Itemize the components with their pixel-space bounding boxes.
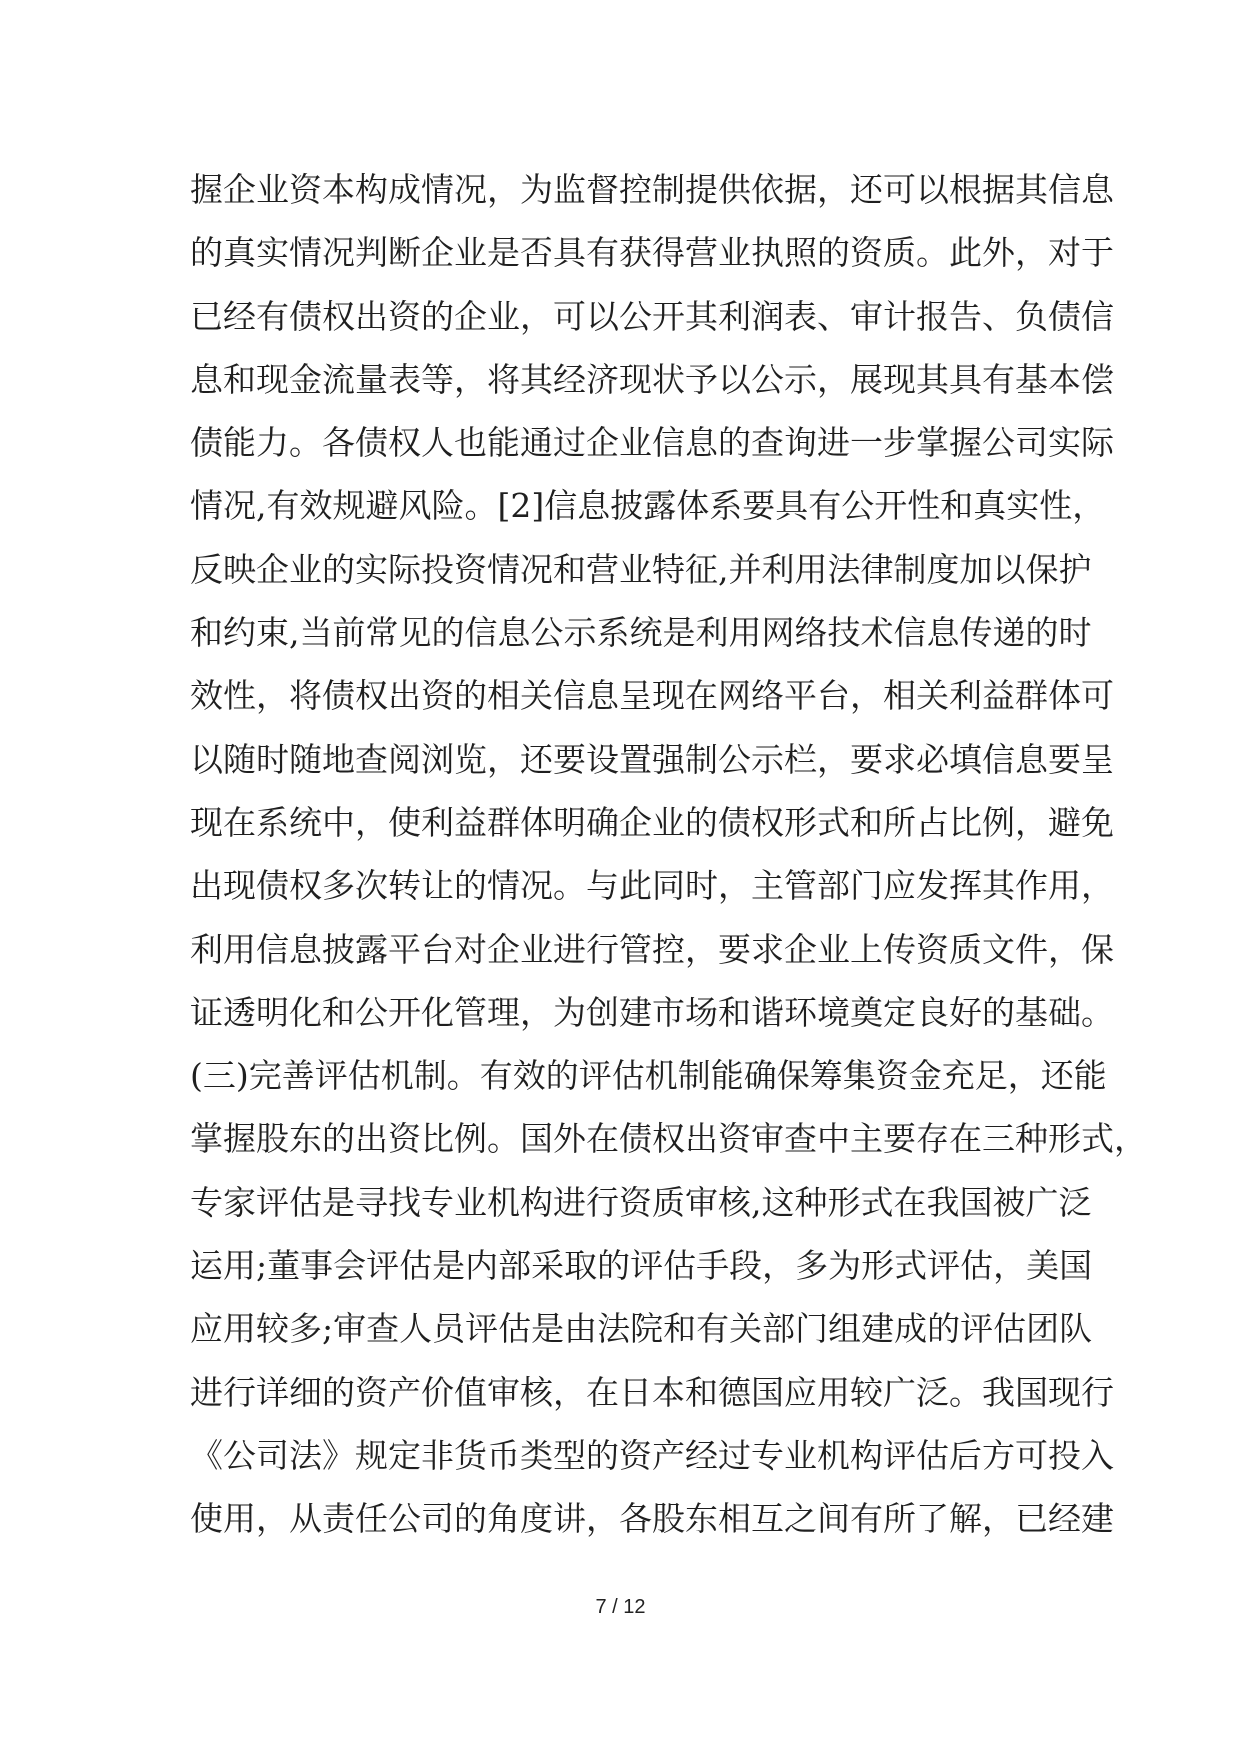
text-line: 出现债权多次转让的情况。与此同时，主管部门应发挥其作用， — [190, 866, 1114, 906]
text-line: 反映企业的实际投资情况和营业特征,并利用法律制度加以保护 — [190, 549, 1092, 589]
text-line: 专家评估是寻找专业机构进行资质审核,这种形式在我国被广泛 — [190, 1182, 1092, 1222]
text-line: 利用信息披露平台对企业进行管控，要求企业上传资质文件，保 — [190, 929, 1114, 969]
text-line: 息和现金流量表等，将其经济现状予以公示，展现其具有基本偿 — [190, 359, 1114, 399]
page-number: 7 / 12 — [595, 1596, 646, 1618]
text-line: 债能力。各债权人也能通过企业信息的查询进一步掌握公司实际 — [190, 423, 1114, 463]
text-line: 情况,有效规避风险。[2]信息披露体系要具有公开性和真实性， — [190, 486, 1106, 526]
text-line: 进行详细的资产价值审核，在日本和德国应用较广泛。我国现行 — [190, 1372, 1114, 1412]
text-line: 已经有债权出资的企业，可以公开其利润表、审计报告、负债信 — [190, 296, 1114, 336]
text-line: 的真实情况判断企业是否具有获得营业执照的资质。此外，对于 — [190, 233, 1114, 273]
text-line: 证透明化和公开化管理，为创建市场和谐环境奠定良好的基础。 — [190, 992, 1114, 1032]
text-line: 掌握股东的出资比例。国外在债权出资审查中主要存在三种形式， — [190, 1119, 1147, 1159]
text-line: 和约束,当前常见的信息公示系统是利用网络技术信息传递的时 — [190, 613, 1092, 653]
text-line: 现在系统中，使利益群体明确企业的债权形式和所占比例，避免 — [190, 802, 1114, 842]
body-text — [190, 158, 1147, 1551]
text-line: 效性，将债权出资的相关信息呈现在网络平台，相关利益群体可 — [190, 676, 1114, 716]
text-line: 《公司法》规定非货币类型的资产经过专业机构评估后方可投入 — [190, 1435, 1114, 1475]
text-line: 以随时随地查阅浏览，还要设置强制公示栏，要求必填信息要呈 — [190, 739, 1114, 779]
text-line: 使用，从责任公司的角度讲，各股东相互之间有所了解，已经建 — [190, 1499, 1114, 1539]
text-line: 应用较多;审查人员评估是由法院和有关部门组建成的评估团队 — [190, 1309, 1093, 1349]
text-line: 运用;董事会评估是内部采取的评估手段，多为形式评估，美国 — [190, 1246, 1093, 1286]
text-line: (三)完善评估机制。有效的评估机制能确保筹集资金充足，还能 — [190, 1056, 1107, 1096]
text-line: 握企业资本构成情况，为监督控制提供依据，还可以根据其信息 — [190, 170, 1114, 209]
